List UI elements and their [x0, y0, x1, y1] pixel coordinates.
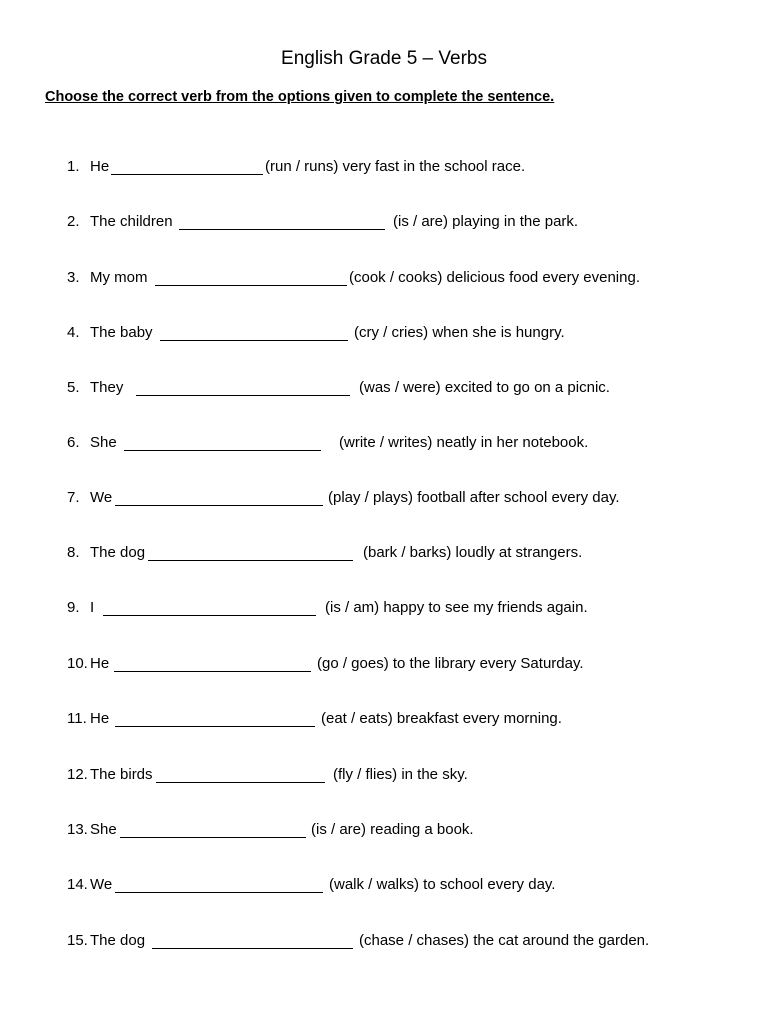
question-number: 15.	[67, 932, 88, 949]
question-options: (was / were) excited to go on a picnic.	[359, 379, 610, 396]
question-subject: The children	[90, 213, 173, 230]
answer-blank[interactable]	[115, 505, 323, 506]
question-subject: He	[90, 655, 110, 672]
question-number: 1.	[67, 158, 80, 175]
question-options: (is / are) reading a book.	[311, 821, 474, 838]
answer-blank[interactable]	[115, 726, 315, 727]
question-options: (cook / cooks) delicious food every evening.	[349, 269, 640, 286]
question-number: 4.	[67, 324, 80, 341]
answer-blank[interactable]	[120, 837, 306, 838]
question-options: (fly / flies) in the sky.	[333, 766, 468, 783]
question-subject: The dog	[90, 932, 146, 949]
question-subject: We	[90, 489, 113, 506]
question-options: (eat / eats) breakfast every morning.	[321, 710, 562, 727]
answer-blank[interactable]	[155, 285, 347, 286]
question-number: 6.	[67, 434, 80, 451]
question-number: 7.	[67, 489, 80, 506]
question-options: (is / am) happy to see my friends again.	[325, 599, 588, 616]
question-number: 9.	[67, 599, 80, 616]
question-options: (walk / walks) to school every day.	[329, 876, 556, 893]
question-subject: We	[90, 876, 113, 893]
question-number: 8.	[67, 544, 80, 561]
question-options: (run / runs) very fast in the school race.	[265, 158, 526, 175]
question-options: (go / goes) to the library every Saturday.	[317, 655, 584, 672]
worksheet-title: English Grade 5 – Verbs	[281, 48, 487, 69]
answer-blank[interactable]	[111, 174, 263, 175]
question-options: (chase / chases) the cat around the garden.	[359, 932, 650, 949]
question-subject: They	[90, 379, 124, 396]
question-subject: She	[90, 434, 117, 451]
answer-blank[interactable]	[152, 948, 353, 949]
question-number: 14.	[67, 876, 88, 893]
question-options: (cry / cries) when she is hungry.	[354, 324, 565, 341]
answer-blank[interactable]	[136, 395, 350, 396]
answer-blank[interactable]	[103, 615, 316, 616]
question-subject: She	[90, 821, 117, 838]
question-subject: My mom	[90, 269, 148, 286]
answer-blank[interactable]	[156, 782, 325, 783]
answer-blank[interactable]	[114, 671, 311, 672]
question-subject: He	[90, 710, 110, 727]
question-options: (write / writes) neatly in her notebook.	[339, 434, 589, 451]
question-subject: He	[90, 158, 110, 175]
question-number: 11.	[67, 710, 87, 727]
question-number: 12.	[67, 766, 88, 783]
question-number: 5.	[67, 379, 80, 396]
question-options: (play / plays) football after school every day.	[328, 489, 620, 506]
question-subject: I	[90, 599, 95, 616]
question-number: 13.	[67, 821, 88, 838]
instruction-text: Choose the correct verb from the options given to complete the sentence.	[45, 89, 555, 105]
question-options: (is / are) playing in the park.	[393, 213, 579, 230]
question-subject: The dog	[90, 544, 146, 561]
answer-blank[interactable]	[124, 450, 321, 451]
question-options: (bark / barks) loudly at strangers.	[363, 544, 583, 561]
answer-blank[interactable]	[148, 560, 353, 561]
question-number: 3.	[67, 269, 80, 286]
answer-blank[interactable]	[160, 340, 348, 341]
question-number: 10.	[67, 655, 88, 672]
question-subject: The baby	[90, 324, 153, 341]
question-number: 2.	[67, 213, 80, 230]
answer-blank[interactable]	[115, 892, 323, 893]
answer-blank[interactable]	[179, 229, 385, 230]
question-subject: The birds	[90, 766, 153, 783]
